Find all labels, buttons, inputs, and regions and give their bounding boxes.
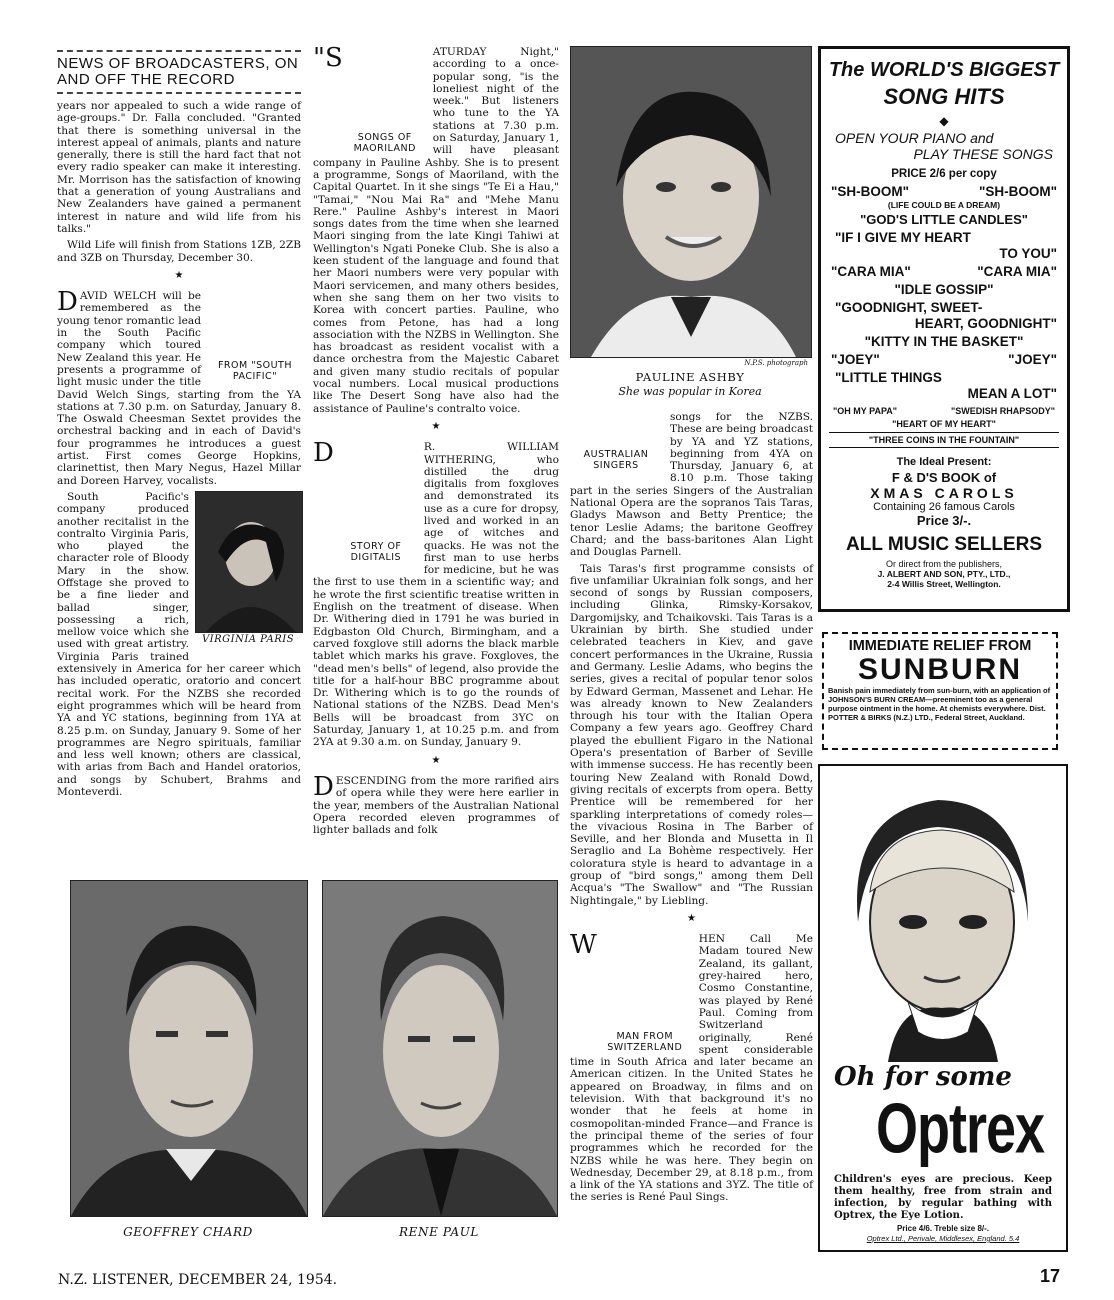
- side-label: MAN FROM SWITZERLAND: [607, 1031, 683, 1054]
- optrex-price: Price 4/6. Treble size 8/-.: [896, 1224, 990, 1233]
- photo-credit: N.P.S. photograph: [744, 359, 808, 367]
- drop-cap: W: [570, 930, 597, 961]
- song-title: "KITTY IN THE BASKET": [864, 334, 1024, 349]
- optrex-ad: [818, 764, 1068, 1252]
- song-title: "IF I GIVE MY HEART: [835, 230, 971, 245]
- article-paragraph: [313, 438, 559, 749]
- article-text: ATURDAY Night," according to a once-popular song, "is the loneliest night of the week." But listeners who tune to the YA stations at 7.30 p.m. on Saturday, January 1, will have pleasant company in Pauline Ashby. She is to present a programme, Songs of Maoriland, with the Capital Quartet. In it she sings "Te Ei a Hau," "Tamai," "Nou Mai Ra" and "Mehe Manu Rere." Pauline Ashby's interest in Maori songs dates from the time when she learned Maori singing from the late Kingi Tahiwi at Wellington's Ngati Poneke Club. She is also a keen student of the language and found that her Maori numbers were very popular with Maori servicemen, and many others besides, when she sang them on her two visits to Korea with concert parties. Pauline, who comes from Petone, has had a long association with the NZBS in Wellington. She has broadcast as resident vocalist with a dance orchestra from the Majestic Cabaret and given many studio recitals of popular vocal numbers. Local musical productions like The Desert Song have also had the assistance of Pauline's contralto voice.: [313, 46, 559, 415]
- pauline-ashby-caption: PAULINE ASHBY: [635, 370, 745, 384]
- song-title: "IDLE GOSSIP": [894, 282, 994, 297]
- article-text: ESCENDING from the more rarified airs of opera while they were here earlier in the year, members of the Australian National Opera recorded eleven programmes of lighter ballads and folk: [313, 774, 559, 837]
- geoffrey-chard-caption: GEOFFREY CHARD: [123, 1225, 253, 1239]
- page-number: 17: [1040, 1266, 1061, 1286]
- sunburn-ad: [822, 632, 1058, 750]
- article-paragraph: [313, 771, 559, 837]
- ad-direct: Or direct from the publishers,: [885, 559, 1003, 569]
- sunburn-body: Banish pain immediately from sun-burn, with an application of JOHNSON'S BURN CREAM—preeminent too as a general purpose ointment in the home. At chemists everywhere. Dist. POTTER & BIRKS (N.Z.) LTD., Federal Street, Auckland.: [828, 686, 1051, 722]
- ad-price: PRICE 2/6 per copy: [891, 168, 997, 180]
- column-2: [313, 43, 559, 840]
- ad-book: F & D'S BOOK of: [891, 470, 997, 485]
- optrex-body: Children's eyes are precious. Keep them healthy, free from strain and infection, by regular bathing with Optrex, the Eye Lotion.: [834, 1174, 1052, 1221]
- song-title: "JOEY": [1008, 352, 1057, 367]
- geoffrey-chard-photo: [70, 880, 308, 1217]
- star-separator: ★: [687, 912, 696, 924]
- article-text: R. WILLIAM WITHERING, who distilled the drug digitalis from foxgloves and demonstrated its use as a cure for dropsy, lived and worked in an age of witches and quacks. He was not the first man to use herbs for medicine, but he was the first to use them in a scientific way; and he wrote the first scientific treatise written in English on the treatment of disease. When Dr. Withering died in 1791 he was buried in Edgbaston Old Church, Birmingham, and a carved foxglove still adorns the black marble tablet which marks his grave. Foxgloves, the "dead men's bells" of legend, also provide the title for a half-hour BBC programme about Dr. Withering which is to go the rounds of National stations of the NZBS. Dead Men's Bells will be broadcast from 3YC on Saturday, January 1, at 10.25 p.m. and from 2YA at 9.30 a.m. on Sunday, January 9.: [313, 441, 559, 749]
- virginia-paris-caption: VIRGINIA PARIS: [201, 633, 295, 645]
- ad-play-songs: PLAY THESE SONGS: [913, 146, 1053, 162]
- ad-publisher: J. ALBERT AND SON, PTY., LTD.,: [877, 569, 1011, 579]
- song-hits-ad: [818, 46, 1070, 612]
- ad-title-line2: SONG HITS: [883, 84, 1005, 109]
- song-title: "SWEDISH RHAPSODY": [950, 406, 1055, 416]
- article-text: AVID WELCH will be remembered as the young tenor romantic lead in the South Pacific company which toured New Zealand this year. He presents a programme of light music under the title David Welch Sings, starting from the YA stations at 7.30 p.m. on Saturday, January 8. The Oswald Cheesman Sextet provides the orchestral backing and in each of David's four programmes he introduces a guest artist. First comes George Hopkins, clarinettist, then Mary Negus, Hazel Millar and Doreen Harvey, vocalists.: [57, 290, 301, 487]
- sunburn-line1: IMMEDIATE RELIEF FROM: [848, 638, 1032, 654]
- ad-sellers: ALL MUSIC SELLERS: [846, 534, 1042, 555]
- article-text: HEN Call Me Madam toured New Zealand, its gallant, grey-haired hero, Cosmo Constantine, was played by René Paul. Coming from Switzerland originally, René spent considerable time in South Africa and later became an American citizen. In the United States he appeared on Broadway, in films and on television. With that background it's no wonder that he feels at home in cosmopolitan-minded France—and France is the principal theme of the series of four programmes which he recorded for the NZBS while he was here. They begin on Wednesday, December 29, at 8.18 p.m., from a link of the YA stations and 3YZ. The title of the series is René Paul Sings.: [570, 933, 813, 1204]
- song-title: "THREE COINS IN THE FOUNTAIN": [829, 432, 1059, 448]
- side-label: AUSTRALIAN SINGERS: [583, 449, 649, 471]
- song-title: "LITTLE THINGS: [835, 370, 942, 385]
- ad-open-piano: OPEN YOUR PIANO and: [835, 130, 994, 146]
- song-title: "GOODNIGHT, SWEET-: [835, 300, 983, 315]
- ad-contains: Containing 26 famous Carols: [873, 501, 1015, 513]
- ad-title-line1: The WORLD'S BIGGEST: [828, 59, 1060, 81]
- song-row: [821, 352, 1067, 368]
- drop-cap: D: [57, 287, 78, 318]
- song-row: [821, 264, 1067, 280]
- rene-paul-caption: RENE PAUL: [399, 1225, 479, 1239]
- song-title: TO YOU": [999, 246, 1057, 261]
- ad-publisher-address: 2-4 Willis Street, Wellington.: [887, 579, 1001, 589]
- article-paragraph: [313, 43, 559, 415]
- drop-cap: "S: [313, 43, 343, 73]
- side-label: STORY OF DIGITALIS: [350, 541, 402, 564]
- article-paragraph: South Pacific's company produced another recitalist in the contralto Virginia Paris, who played the character role of Bloody Mary in the show. Offstage she proved to be a fine lieder and ballad singer, possessing a rich, mellow voice which she used with great artistry. Virginia Paris trained extensively in America for her career which has included operatic, oratorio and concert recital work. For the NZBS she recorded eight programmes which will be heard from YA and YC stations, beginning from 1YA at 8.25 p.m. on Sunday, January 9. Some of her programmes are Negro spirituals, familiar and less well known; others are classical, with arias from Bach and Handel oratorios, and songs by Schubert, Brahms and Monteverdi.: [57, 490, 301, 799]
- song-title: "SH-BOOM": [978, 184, 1057, 199]
- song-title: MEAN A LOT": [967, 386, 1057, 401]
- ad-carol-price: Price 3/-.: [916, 513, 972, 528]
- article-paragraph: [57, 287, 301, 487]
- section-heading: NEWS OF BROADCASTERS, ON AND OFF THE RECORD: [57, 50, 301, 94]
- ad-carols: XMAS CAROLS: [870, 485, 1018, 501]
- song-title: "JOEY": [831, 352, 880, 367]
- masthead-footer: N.Z. LISTENER, DECEMBER 24, 1954.: [58, 1272, 338, 1288]
- article-text: songs for the NZBS. These are being broadcast by YA and YZ stations, beginning from 4YA on Thursday, January 6, at 8.10 p.m. Those taking part in the series Singers of the Australian National Opera are the sopranos Tais Taras, Gladys Mawson and Betty Prentice; the tenor Leslie Adams; the baritone Geoffrey Chard; and the bass-baritones Alan Light and Douglas Parnell.: [570, 411, 813, 559]
- pauline-ashby-photo: [570, 46, 812, 358]
- drop-cap: D: [313, 771, 334, 802]
- sunburn-line2: SUNBURN: [858, 653, 1022, 686]
- star-separator: ★: [431, 754, 441, 766]
- pauline-ashby-subcaption: She was popular in Korea: [618, 385, 762, 398]
- ad-ideal-present: The Ideal Present:: [896, 456, 992, 468]
- article-paragraph: Tais Taras's first programme consists of five unfamiliar Ukrainian folk songs, and her second of songs by Russian composers, including Glinka, Rimsky-Korsakov, Dargomijsky, and Tchaikovski. Tais Taras is a Ukrainian by birth. She studied under celebrated teachers in Kiev, and gave concert performances in the Ukraine, Russia and Germany. Leslie Adams, who begins the series, gives a recital of popular tenor solos by Edward German, Massenet and Lehar. He was already known to New Zealanders through his tour with the Italian Opera Company a few years ago. Geoffrey Chard played the ebullient Figaro in the National Opera's presentation of Barber of Seville with immense success. He has recently been touring New Zealand with Ronald Dowd, giving recitals of excerpts from opera. Betty Prentice will be remembered for her sparkling interpretations of comedy roles—the vivacious Rosina in The Barber of Seville, and her Blonda and Musetta in Il Seraglio and La Bohème respectively. Her coloratura style is heard to advantage in a group of "bird songs," among them Dell Acqua's "The Swallow" and "The Russian Nightingale," by Liebling.: [570, 562, 813, 907]
- side-label: FROM "SOUTH PACIFIC": [217, 360, 293, 383]
- article-paragraph: years nor appealed to such a wide range of age-groups." Dr. Falla concluded. "Granted that there is something universal in the interest appeal of animals, plants and nature generally, there is still the hard fact that not every radio speaker can make it interesting. Mr. Morrison has the satisfaction of knowing that a generation of young Australians and New Zealanders have gained a permanent interest in nature and wild life from his talks.": [57, 100, 301, 235]
- virginia-paris-photo: [195, 491, 303, 633]
- optrex-maker: Optrex Ltd., Perivale, Middlesex, England. 5.4: [866, 1234, 1020, 1243]
- virginia-paris-photo-block: [195, 491, 301, 651]
- song-title: "SH-BOOM": [831, 184, 910, 199]
- song-subtitle: (LIFE COULD BE A DREAM): [887, 200, 1001, 210]
- column-3: [570, 411, 813, 1208]
- song-title: "HEART OF MY HEART": [892, 419, 996, 429]
- rene-paul-photo: [322, 880, 558, 1217]
- song-row: [821, 184, 1067, 200]
- song-title: "CARA MIA": [977, 264, 1057, 279]
- article-paragraph: Wild Life will finish from Stations 1ZB, 2ZB and 3ZB on Thursday, December 30.: [57, 239, 301, 264]
- song-title: "CARA MIA": [831, 264, 911, 279]
- star-separator: ★: [174, 269, 184, 281]
- optrex-brand-logo: Optrex: [875, 1090, 1045, 1168]
- article-paragraph: [570, 411, 813, 559]
- optrex-girl-illustration: [828, 772, 1056, 1062]
- star-separator: ★: [431, 420, 441, 432]
- song-title: "GOD'S LITTLE CANDLES": [860, 212, 1028, 227]
- song-title: HEART, GOODNIGHT": [914, 316, 1057, 331]
- song-row: [821, 406, 1067, 416]
- article-paragraph: [570, 930, 813, 1204]
- diamond-ornament: ◆: [939, 114, 949, 128]
- side-label: SONGS OF MAORILAND: [353, 132, 416, 154]
- song-title: "OH MY PAPA": [833, 406, 898, 416]
- optrex-script: Oh for some: [834, 1062, 1012, 1092]
- column-1: [57, 50, 301, 802]
- drop-cap: D: [313, 438, 334, 469]
